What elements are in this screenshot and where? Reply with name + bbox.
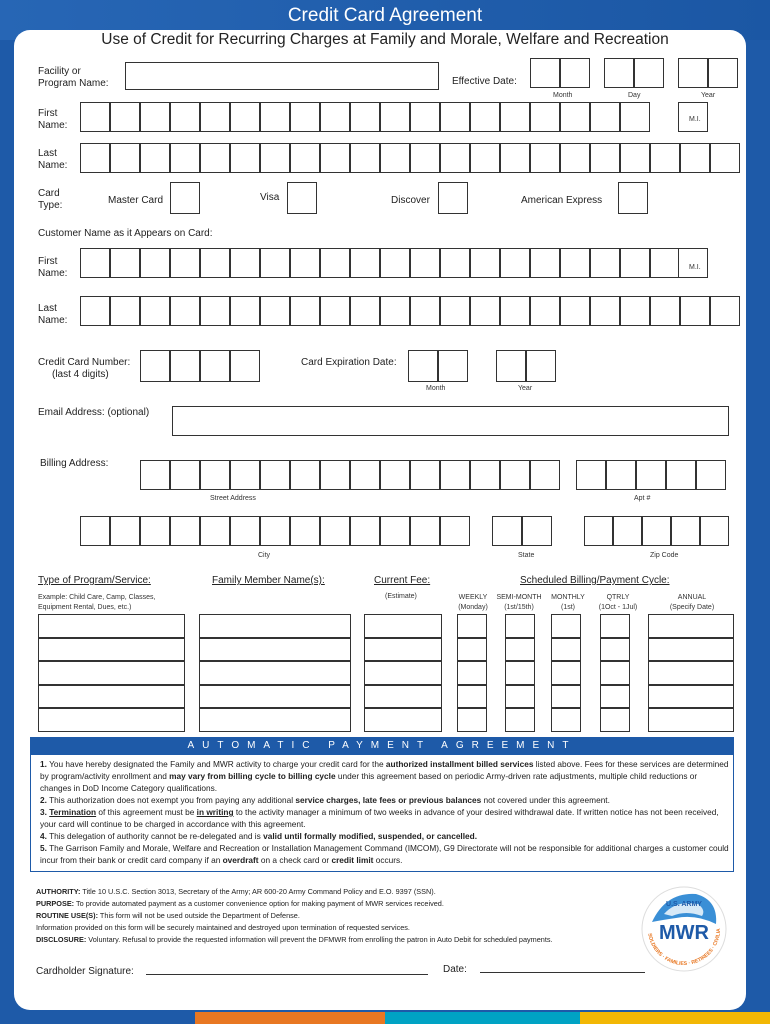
family-cell[interactable]: [199, 661, 351, 685]
family-cell[interactable]: [199, 614, 351, 638]
street-box[interactable]: [350, 460, 380, 490]
page-title: Credit Card Agreement: [287, 5, 483, 26]
annual-cell[interactable]: [648, 685, 734, 709]
col-cycle-header: Scheduled Billing/Payment Cycle:: [520, 575, 670, 586]
street-box[interactable]: [530, 460, 560, 490]
page-subtitle: Use of Credit for Recurring Charges at Family and Morale, Welfare and Recreation: [101, 31, 669, 48]
city-box[interactable]: [320, 516, 350, 546]
last-name-box[interactable]: [290, 143, 320, 173]
email-input[interactable]: [172, 406, 729, 436]
city-box[interactable]: [260, 516, 290, 546]
cust-first-box[interactable]: [470, 248, 500, 278]
annual-cell[interactable]: [648, 708, 734, 732]
qtrly-cell[interactable]: [600, 614, 630, 638]
routine-line: ROUTINE USE(S): This form will not be used outside the Department of Defense.: [36, 911, 300, 920]
fee-cell[interactable]: [364, 708, 442, 732]
first-name-box[interactable]: [530, 102, 560, 132]
state-caption: State: [518, 552, 535, 559]
family-cell[interactable]: [199, 708, 351, 732]
street-box[interactable]: [320, 460, 350, 490]
card-digit-3[interactable]: [200, 350, 230, 382]
exp-year-1[interactable]: [496, 350, 526, 382]
qtrly-header: QTRLY (1Oct - 1Jul): [598, 594, 638, 611]
last-name-box[interactable]: [440, 143, 470, 173]
cust-last-box[interactable]: [500, 296, 530, 326]
zip-box[interactable]: [642, 516, 671, 546]
cust-first-box[interactable]: [620, 248, 650, 278]
apt-box[interactable]: [636, 460, 666, 490]
semi-month-cell[interactable]: [505, 638, 535, 662]
cust-mi-box[interactable]: M.I.: [678, 248, 708, 278]
state-box-2[interactable]: [522, 516, 552, 546]
exp-month-2[interactable]: [438, 350, 468, 382]
cust-first-box[interactable]: [140, 248, 170, 278]
eff-month-2[interactable]: [560, 58, 590, 88]
last-name-box[interactable]: [80, 143, 110, 173]
apa-p2: 2. This authorization does not exempt you from paying any additional service charges, late fees or previous balances not covered under this agreement.: [40, 795, 610, 805]
last-name-box[interactable]: [350, 143, 380, 173]
street-box[interactable]: [410, 460, 440, 490]
monthly-cell[interactable]: [551, 661, 581, 685]
program-cell[interactable]: [38, 614, 185, 638]
eff-year-1[interactable]: [678, 58, 708, 88]
first-name-box[interactable]: [470, 102, 500, 132]
cust-last-box[interactable]: [440, 296, 470, 326]
cust-last-box[interactable]: [260, 296, 290, 326]
info-line: Information provided on this form will be securely maintained and destroyed upon termination of requested services.: [36, 923, 410, 932]
fee-estimate-note: (Estimate): [385, 593, 417, 600]
logo-mwr-text: MWR: [659, 922, 709, 944]
eff-day-2[interactable]: [634, 58, 664, 88]
disclosure-line: DISCLOSURE: Voluntary. Refusal to provide the requested information will prevent the DFMWR from enrolling the patron in Auto Debit for scheduled payments.: [36, 935, 553, 944]
first-name-box[interactable]: [560, 102, 590, 132]
weekly-cell[interactable]: [457, 685, 487, 709]
eff-day-1[interactable]: [604, 58, 634, 88]
cust-first-box[interactable]: [200, 248, 230, 278]
mwr-logo: [636, 884, 732, 974]
card-digit-2[interactable]: [170, 350, 200, 382]
family-cell[interactable]: [199, 638, 351, 662]
visa-checkbox[interactable]: [287, 182, 317, 214]
zip-box[interactable]: [584, 516, 613, 546]
cust-last-box[interactable]: [170, 296, 200, 326]
last-name-box[interactable]: [200, 143, 230, 173]
semi-month-cell[interactable]: [505, 708, 535, 732]
last-name-box[interactable]: [620, 143, 650, 173]
city-box[interactable]: [290, 516, 320, 546]
cust-last-box[interactable]: [590, 296, 620, 326]
cust-last-box[interactable]: [620, 296, 650, 326]
card-number-label: Credit Card Number: (last 4 digits): [38, 357, 131, 380]
qtrly-cell[interactable]: [600, 685, 630, 709]
apa-p1: 1. You have hereby designated the Family and MWR activity to charge your credit card for the authorized installment billed services listed above. Fees for these services are determined by program/activity enrollment and may vary from billing cycle to billing cycle under this agreement based on periodic Army-driven rate adjustments, multiple child reductions or changes in DoD Income Category qualifications.: [40, 759, 729, 793]
last-name-box[interactable]: [230, 143, 260, 173]
fee-cell[interactable]: [364, 685, 442, 709]
cust-last-box[interactable]: [290, 296, 320, 326]
last-name-box[interactable]: [710, 143, 740, 173]
zip-box[interactable]: [613, 516, 642, 546]
strip-teal: [385, 1012, 580, 1024]
last-name-box[interactable]: [410, 143, 440, 173]
last-name-box[interactable]: [110, 143, 140, 173]
first-name-box[interactable]: [200, 102, 230, 132]
signature-label: Cardholder Signature:: [36, 966, 134, 977]
exp-year-caption: Year: [518, 385, 533, 392]
email-label: Email Address: (optional): [38, 407, 150, 418]
cust-first-box[interactable]: [170, 248, 200, 278]
city-box[interactable]: [110, 516, 140, 546]
col-fee-header: Current Fee:: [374, 575, 431, 586]
last-name-box[interactable]: [500, 143, 530, 173]
program-cell[interactable]: [38, 708, 185, 732]
date-label: Date:: [443, 964, 467, 975]
cust-first-box[interactable]: [230, 248, 260, 278]
cust-last-box[interactable]: [680, 296, 710, 326]
first-name-label: First Name:: [38, 108, 68, 131]
city-box[interactable]: [350, 516, 380, 546]
city-box[interactable]: [200, 516, 230, 546]
eff-day-caption: Day: [628, 92, 641, 99]
discover-label: Discover: [391, 195, 430, 206]
eff-year-caption: Year: [701, 92, 716, 99]
annual-header: ANNUAL (Specify Date): [669, 594, 715, 611]
eff-month-1[interactable]: [530, 58, 560, 88]
street-box[interactable]: [230, 460, 260, 490]
apa-header: AUTOMATIC PAYMENT AGREEMENT: [30, 737, 734, 755]
street-box[interactable]: [380, 460, 410, 490]
cust-last-box[interactable]: [410, 296, 440, 326]
first-name-box[interactable]: [230, 102, 260, 132]
first-name-box[interactable]: [590, 102, 620, 132]
cust-first-box[interactable]: [320, 248, 350, 278]
last-name-box[interactable]: [470, 143, 500, 173]
cust-last-box[interactable]: [110, 296, 140, 326]
first-name-box[interactable]: [620, 102, 650, 132]
apa-text: [40, 758, 730, 866]
cust-first-box[interactable]: [260, 248, 290, 278]
effective-date-label: Effective Date:: [452, 76, 517, 87]
weekly-cell[interactable]: [457, 708, 487, 732]
last-name-box[interactable]: [260, 143, 290, 173]
strip-yellow: [580, 1012, 770, 1024]
zip-box[interactable]: [671, 516, 700, 546]
monthly-cell[interactable]: [551, 614, 581, 638]
weekly-cell[interactable]: [457, 638, 487, 662]
apt-box[interactable]: [606, 460, 636, 490]
eff-month-caption: Month: [553, 92, 573, 99]
first-name-box[interactable]: [440, 102, 470, 132]
annual-cell[interactable]: [648, 614, 734, 638]
cust-first-box[interactable]: [290, 248, 320, 278]
cust-first-box[interactable]: [590, 248, 620, 278]
fee-cell[interactable]: [364, 661, 442, 685]
cust-first-box[interactable]: [410, 248, 440, 278]
first-name-box[interactable]: [260, 102, 290, 132]
city-box[interactable]: [80, 516, 110, 546]
cust-first-label: First Name:: [38, 256, 68, 279]
program-cell[interactable]: [38, 661, 185, 685]
col-program-header: Type of Program/Service:: [38, 575, 151, 586]
weekly-cell[interactable]: [457, 614, 487, 638]
state-box-1[interactable]: [492, 516, 522, 546]
semi-month-header: SEMI-MONTH (1st/15th): [496, 594, 542, 611]
city-box[interactable]: [170, 516, 200, 546]
program-cell[interactable]: [38, 685, 185, 709]
signature-line[interactable]: [146, 974, 428, 975]
apt-box[interactable]: [696, 460, 726, 490]
street-box[interactable]: [470, 460, 500, 490]
first-name-box[interactable]: [80, 102, 110, 132]
monthly-cell[interactable]: [551, 685, 581, 709]
logo-ring-text: SOLDIERS · FAMILIES · RETIREES · CIVILIA: [646, 928, 723, 968]
cust-first-box[interactable]: [650, 248, 680, 278]
cust-first-box[interactable]: [530, 248, 560, 278]
card-digit-1[interactable]: [140, 350, 170, 382]
last-name-box[interactable]: [680, 143, 710, 173]
expiration-label: Card Expiration Date:: [301, 357, 397, 368]
first-name-box[interactable]: [140, 102, 170, 132]
card-digit-4[interactable]: [230, 350, 260, 382]
cust-last-box[interactable]: [320, 296, 350, 326]
cust-last-box[interactable]: [80, 296, 110, 326]
cust-first-box[interactable]: [350, 248, 380, 278]
last-name-box[interactable]: [380, 143, 410, 173]
annual-cell[interactable]: [648, 638, 734, 662]
city-box[interactable]: [380, 516, 410, 546]
monthly-cell[interactable]: [551, 708, 581, 732]
cust-last-label: Last Name:: [38, 303, 68, 326]
cust-last-box[interactable]: [710, 296, 740, 326]
city-box[interactable]: [140, 516, 170, 546]
fee-cell[interactable]: [364, 614, 442, 638]
amex-checkbox[interactable]: [618, 182, 648, 214]
cust-first-box[interactable]: [500, 248, 530, 278]
cust-last-box[interactable]: [200, 296, 230, 326]
last-name-box[interactable]: [650, 143, 680, 173]
cust-first-box[interactable]: [110, 248, 140, 278]
strip-blue: [0, 1012, 195, 1024]
last-name-box[interactable]: [560, 143, 590, 173]
monthly-cell[interactable]: [551, 638, 581, 662]
first-name-box[interactable]: [500, 102, 530, 132]
mastercard-checkbox[interactable]: [170, 182, 200, 214]
city-box[interactable]: [440, 516, 470, 546]
first-name-box[interactable]: [380, 102, 410, 132]
street-box[interactable]: [290, 460, 320, 490]
first-name-box[interactable]: [350, 102, 380, 132]
street-box[interactable]: [170, 460, 200, 490]
street-box[interactable]: [200, 460, 230, 490]
program-cell[interactable]: [38, 638, 185, 662]
authority-line: AUTHORITY: Title 10 U.S.C. Section 3013, Secretary of the Army; AR 600-20 Army Command Policy and E.O. 9397 (SSN).: [36, 887, 436, 896]
date-line[interactable]: [480, 972, 645, 973]
first-mi-box[interactable]: M.I.: [678, 102, 708, 132]
legal-text: [36, 886, 636, 946]
facility-input[interactable]: [125, 62, 439, 90]
fee-cell[interactable]: [364, 638, 442, 662]
zip-box[interactable]: [700, 516, 729, 546]
annual-cell[interactable]: [648, 661, 734, 685]
eff-year-2[interactable]: [708, 58, 738, 88]
street-caption: Street Address: [210, 495, 256, 502]
semi-month-cell[interactable]: [505, 685, 535, 709]
exp-year-2[interactable]: [526, 350, 556, 382]
first-name-box[interactable]: [110, 102, 140, 132]
semi-month-cell[interactable]: [505, 614, 535, 638]
last-name-box[interactable]: [530, 143, 560, 173]
qtrly-cell[interactable]: [600, 661, 630, 685]
cust-last-box[interactable]: [380, 296, 410, 326]
last-name-label: Last Name:: [38, 148, 68, 171]
cust-last-box[interactable]: [560, 296, 590, 326]
cust-last-box[interactable]: [140, 296, 170, 326]
exp-month-caption: Month: [426, 385, 446, 392]
apa-p4: 4. This delegation of authority cannot be re-delegated and is valid until formally modified, suspended, or cancelled.: [40, 831, 478, 841]
street-box[interactable]: [260, 460, 290, 490]
street-box[interactable]: [140, 460, 170, 490]
cust-last-box[interactable]: [650, 296, 680, 326]
strip-orange: [195, 1012, 385, 1024]
apt-box[interactable]: [576, 460, 606, 490]
apa-p5: 5. The Garrison Family and Morale, Welfare and Recreation or Installation Management Command (IMCOM), G9 Directorate will not be responsible for additional charges a customer could incur from their bank or credit card company if an overdraft on a check card or credit limit occurs.: [40, 843, 729, 865]
last-name-box[interactable]: [170, 143, 200, 173]
cust-first-box[interactable]: [560, 248, 590, 278]
program-example: Example: Child Care, Camp, Classes, Equipment Rental, Dues, etc.): [38, 594, 156, 611]
qtrly-cell[interactable]: [600, 638, 630, 662]
street-box[interactable]: [440, 460, 470, 490]
visa-label: Visa: [260, 192, 280, 203]
qtrly-cell[interactable]: [600, 708, 630, 732]
purpose-line: PURPOSE: To provide automated payment as a customer convenience option for making payment of MWR services received.: [36, 899, 444, 908]
weekly-header: WEEKLY (Monday): [458, 594, 488, 611]
cust-first-box[interactable]: [440, 248, 470, 278]
last-name-box[interactable]: [590, 143, 620, 173]
apa-p3: 3. Termination of this agreement must be in writing to the activity manager a minimum of two weeks in advance of your desired withdrawal date. If written notice has not been received, your card will continue to be charged in accordance with this agreement.: [40, 807, 719, 829]
billing-label: Billing Address:: [40, 458, 109, 469]
facility-label: Facility or Program Name:: [38, 66, 109, 89]
first-name-box[interactable]: [290, 102, 320, 132]
first-name-box[interactable]: [410, 102, 440, 132]
monthly-header: MONTHLY (1st): [551, 594, 585, 611]
city-box[interactable]: [230, 516, 260, 546]
first-name-box[interactable]: [320, 102, 350, 132]
amex-label: American Express: [521, 195, 603, 206]
col-family-header: Family Member Name(s):: [212, 575, 325, 586]
cust-last-box[interactable]: [470, 296, 500, 326]
last-name-box[interactable]: [140, 143, 170, 173]
apt-caption: Apt #: [634, 495, 651, 502]
zip-caption: Zip Code: [650, 552, 679, 559]
family-cell[interactable]: [199, 685, 351, 709]
semi-month-cell[interactable]: [505, 661, 535, 685]
first-name-box[interactable]: [170, 102, 200, 132]
cust-first-box[interactable]: [80, 248, 110, 278]
customer-name-label: Customer Name as it Appears on Card:: [38, 228, 213, 239]
weekly-cell[interactable]: [457, 661, 487, 685]
discover-checkbox[interactable]: [438, 182, 468, 214]
city-box[interactable]: [410, 516, 440, 546]
exp-month-1[interactable]: [408, 350, 438, 382]
bottom-color-strip: [0, 1012, 770, 1024]
city-caption: City: [258, 552, 271, 559]
last-name-box[interactable]: [320, 143, 350, 173]
cust-last-box[interactable]: [230, 296, 260, 326]
mastercard-label: Master Card: [108, 195, 164, 206]
apt-box[interactable]: [666, 460, 696, 490]
cust-first-box[interactable]: [380, 248, 410, 278]
logo-army-text: U.S. ARMY: [666, 901, 702, 908]
street-box[interactable]: [500, 460, 530, 490]
cust-last-box[interactable]: [530, 296, 560, 326]
cust-last-box[interactable]: [350, 296, 380, 326]
card-type-label: Card Type:: [38, 188, 63, 211]
